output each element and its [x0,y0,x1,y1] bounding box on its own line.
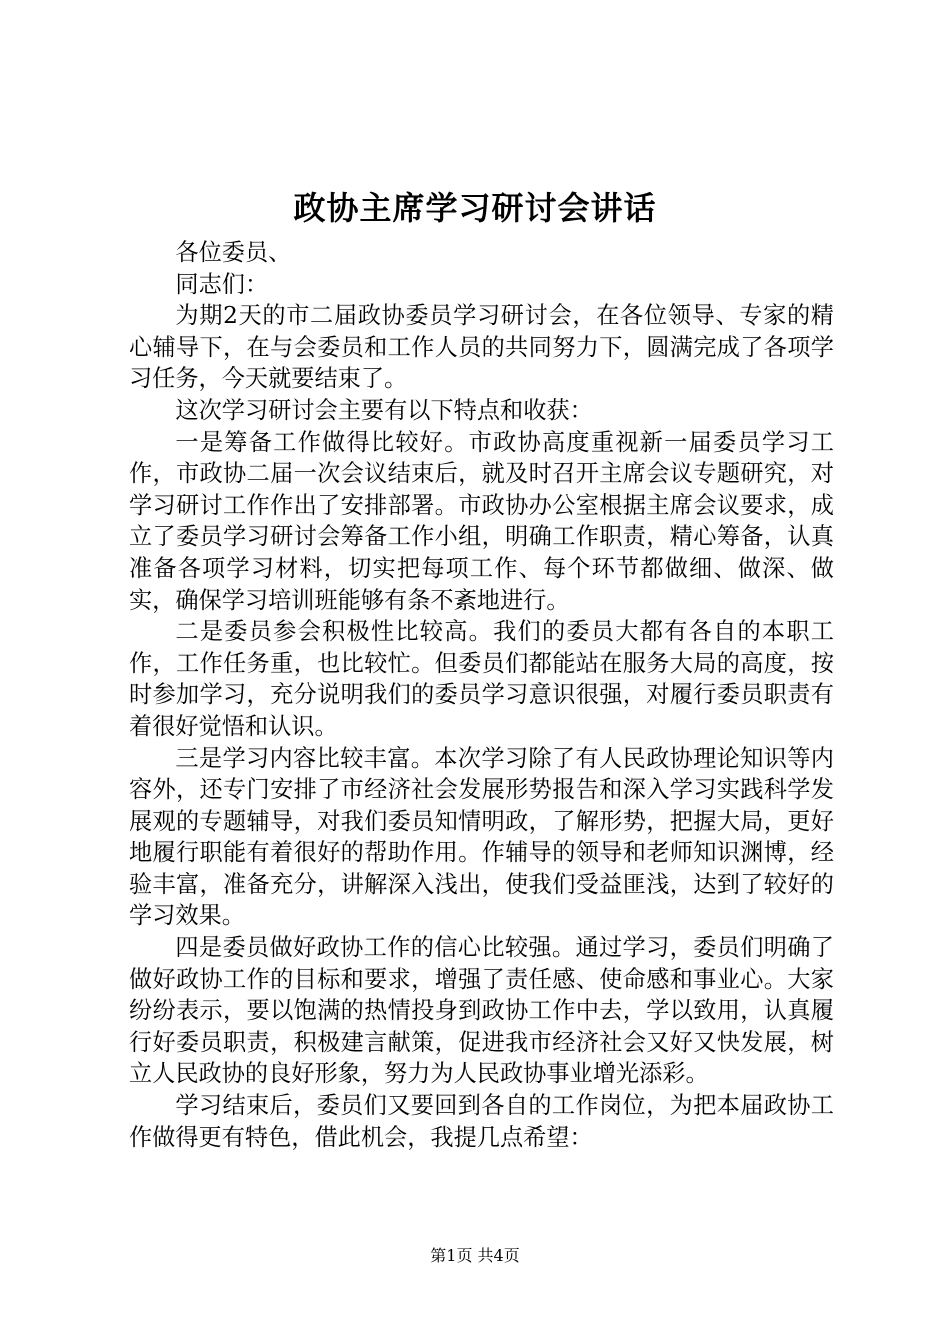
paragraph-point-1: 一是筹备工作做得比较好。市政协高度重视新一届委员学习工作，市政协二届一次会议结束后，就及时召开主席会议专题研究，对学习研讨工作作出了安排部署。市政协办公室根据主席会议要求，成立了委员学习研讨会筹备工作小组，明确工作职责，精心筹备，认真准备各项学习材料，切实把每项工作、每个环节都做细、做深、做实，确保学习培训班能够有条不紊地进行。 [129,428,834,614]
salutation-line-1: 各位委员、 [175,239,292,266]
document-body [129,237,834,1153]
paragraph-closing: 学习结束后，委员们又要回到各自的工作岗位，为把本届政协工作做得更有特色，借此机会，我提几点希望： [129,1092,834,1151]
paragraph-intro: 为期2天的市二届政协委员学习研讨会，在各位领导、专家的精心辅导下，在与会委员和工作人员的共同努力下，圆满完成了各项学习任务，今天就要结束了。 [129,302,834,393]
salutation-line-2: 同志们： [175,270,269,298]
paragraph-point-4: 四是委员做好政协工作的信心比较强。通过学习，委员们明确了做好政协工作的目标和要求，增强了责任感、使命感和事业心。大家纷纷表示，要以饱满的热情投身到政协工作中去，学以致用，认真履行好委员职责，积极建言献策，促进我市经济社会又好又快发展，树立人民政协的良好形象，努力为人民政协事业增光添彩。 [129,934,834,1088]
page-number-footer: 第1页 共4页 [430,1246,520,1265]
paragraph-point-3: 三是学习内容比较丰富。本次学习除了有人民政协理论知识等内容外，还专门安排了市经济社会发展形势报告和深入学习实践科学发展观的专题辅导，对我们委员知情明政，了解形势，把握大局，更好地履行职能有着很好的帮助作用。作辅导的领导和老师知识渊博，经验丰富，准备充分，讲解深入浅出，使我们受益匪浅，达到了较好的学习效果。 [129,744,834,930]
document-title: 政协主席学习研讨会讲话 [293,189,657,227]
paragraph-summary-lead: 这次学习研讨会主要有以下特点和收获： [175,396,593,424]
paragraph-point-2: 二是委员参会积极性比较高。我们的委员大都有各自的本职工作，工作任务重，也比较忙。但委员们都能站在服务大局的高度，按时参加学习，充分说明我们的委员学习意识很强，对履行委员职责有着很好觉悟和认识。 [129,618,834,740]
